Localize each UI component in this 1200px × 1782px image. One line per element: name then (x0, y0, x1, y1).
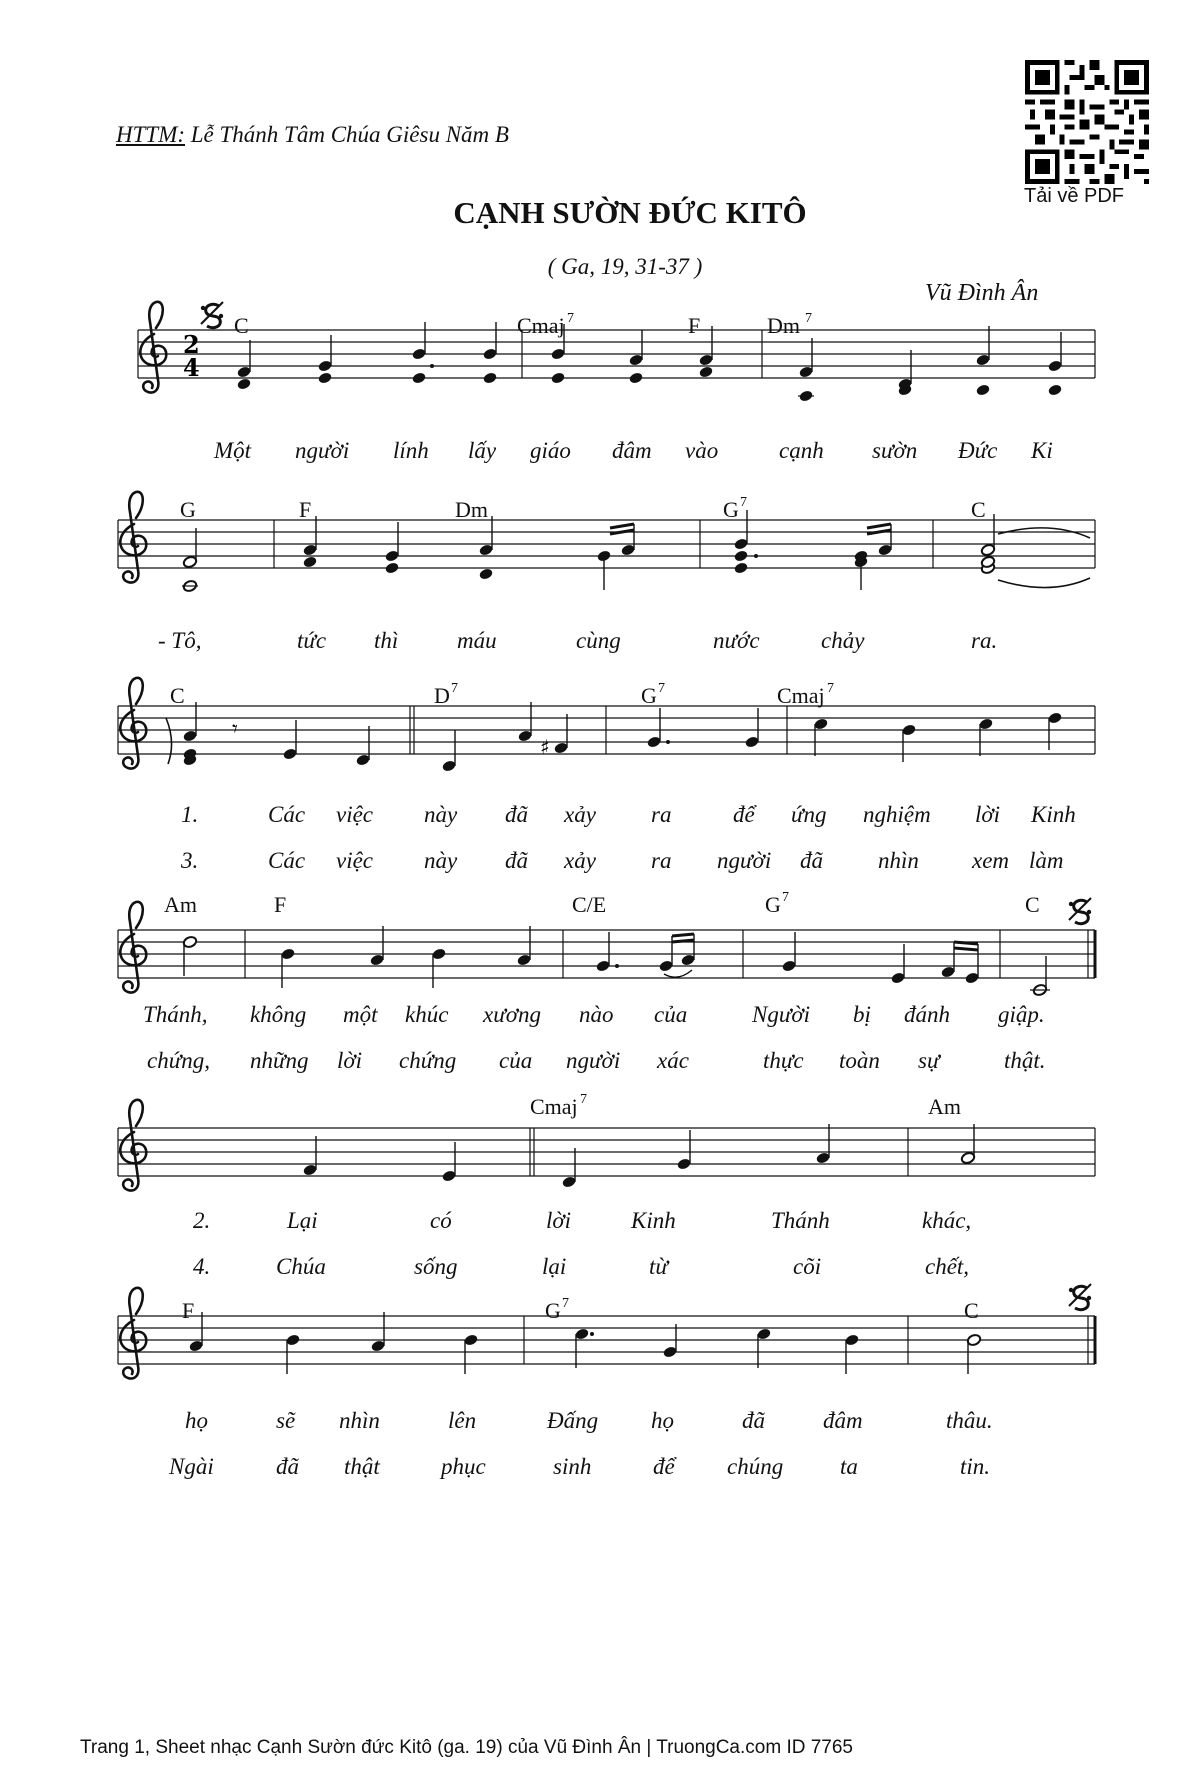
chord-f: F (299, 497, 312, 522)
chord-ext: 7 (451, 681, 458, 696)
lyric-syllable: máu (457, 628, 497, 653)
lyric-syllable: - Tô, (158, 628, 202, 653)
lyric-syllable: sinh (553, 1454, 592, 1479)
lyric-syllable: Đức (958, 438, 998, 463)
lyric-syllable: cạnh (779, 438, 824, 463)
staff-system-3 (118, 678, 1095, 773)
lyric-syllable: này (424, 848, 458, 873)
lyric-syllable: xảy (564, 802, 596, 827)
lyric-syllable: thật. (1004, 1048, 1046, 1073)
lyric-syllable: lấy (468, 438, 497, 463)
lyric-syllable: thật (344, 1454, 380, 1479)
chord-cmaj7: Cmaj (530, 1094, 578, 1119)
lyric-syllable: cõi (793, 1254, 822, 1279)
lyric-syllable: của (499, 1048, 533, 1073)
lyric-syllable: giập. (998, 1002, 1045, 1027)
svg-text:2: 2 (183, 330, 200, 359)
chord-ext: 7 (562, 1296, 569, 1311)
lyric-syllable: giáo (530, 438, 571, 463)
lyric-syllable: phục (441, 1454, 486, 1479)
lyric-syllable: sự (918, 1048, 940, 1073)
lyric-syllable: tức (297, 628, 327, 653)
lyric-syllable: đã (505, 802, 528, 827)
lyric-syllable: từ (649, 1254, 668, 1279)
chord-ext: 7 (827, 681, 834, 696)
chord-am: Am (164, 892, 197, 917)
lyric-syllable: nghiệm (863, 802, 931, 827)
svg-text:𝄾: 𝄾 (232, 717, 238, 742)
lyric-syllable: Ki (1031, 438, 1053, 463)
lyric-syllable: nhìn (878, 848, 919, 873)
occasion-text: Lễ Thánh Tâm Chúa Giêsu Năm B (190, 122, 509, 147)
lyric-syllable: xác (657, 1048, 689, 1073)
chord-c: C (1025, 892, 1040, 917)
occasion-label: HTTM: (116, 122, 186, 147)
lyric-syllable: 4. (193, 1254, 211, 1279)
chord-cmaj7: Cmaj (517, 313, 565, 338)
chord-cmaj7: Cmaj (777, 683, 825, 708)
chord-f: F (688, 313, 701, 338)
lyric-syllable: đã (800, 848, 823, 873)
lyric-syllable: việc (336, 848, 374, 873)
lyric-syllable: thâu. (946, 1408, 993, 1433)
song-title: CẠNH SƯỜN ĐỨC KITÔ (453, 195, 807, 230)
lyric-syllable: lên (448, 1408, 477, 1433)
lyrics-system-4 (143, 1002, 1046, 1073)
lyric-syllable: Lại (287, 1208, 318, 1233)
lyric-syllable: Thánh, (143, 1002, 208, 1027)
svg-text:4: 4 (183, 353, 200, 382)
lyric-syllable: đã (505, 848, 528, 873)
lyric-syllable: Kinh (631, 1208, 676, 1233)
chord-g: G (180, 497, 196, 522)
lyric-syllable: đã (742, 1408, 765, 1433)
svg-text:♯: ♯ (540, 735, 550, 759)
chord-g7: G (765, 892, 781, 917)
lyric-syllable: thì (374, 628, 399, 653)
lyric-syllable: xảy (564, 848, 596, 873)
chord-g7: G (723, 497, 739, 522)
lyric-syllable: chết, (925, 1254, 970, 1279)
scripture-reference: ( Ga, 19, 31-37 ) (547, 254, 703, 279)
lyric-syllable: lời (546, 1208, 572, 1233)
chord-ext: 7 (567, 311, 574, 326)
lyric-syllable: Một (214, 438, 252, 463)
staff-system-2 (118, 492, 1095, 593)
lyric-syllable: đã (276, 1454, 299, 1479)
lyric-syllable: vào (685, 438, 719, 463)
lyric-syllable: đánh (904, 1002, 950, 1027)
chord-g7: G (545, 1298, 561, 1323)
lyric-syllable: ra. (971, 628, 998, 653)
lyric-syllable: cùng (576, 628, 621, 653)
lyric-syllable: có (430, 1208, 452, 1233)
lyric-syllable: họ (651, 1408, 674, 1433)
lyric-syllable: 2. (193, 1208, 211, 1233)
chord-g7: G (641, 683, 657, 708)
staff-system-4 (118, 898, 1095, 997)
lyric-syllable: Các (268, 802, 306, 827)
chord-dm7: Dm (767, 313, 800, 338)
lyric-syllable: chúng (727, 1454, 784, 1479)
lyric-syllable: lời (337, 1048, 363, 1073)
chord-c: C (964, 1298, 979, 1323)
lyric-syllable: người (717, 848, 772, 873)
lyric-syllable: Thánh (771, 1208, 830, 1233)
lyrics-system-2 (158, 628, 997, 653)
lyric-syllable: 3. (181, 848, 199, 873)
lyric-syllable: Các (268, 848, 306, 873)
lyric-syllable: xương (483, 1002, 542, 1027)
lyric-syllable: chứng (399, 1048, 457, 1073)
lyric-syllable: Kinh (1031, 802, 1076, 827)
staff-system-1 (138, 302, 1095, 403)
lyric-syllable: họ (185, 1408, 208, 1433)
lyrics-system-3 (180, 802, 1076, 873)
lyric-syllable: ra (651, 848, 672, 873)
lyric-syllable: thực (763, 1048, 804, 1073)
lyric-syllable: nhìn (339, 1408, 380, 1433)
lyric-syllable: việc (336, 802, 374, 827)
lyric-syllable: ta (840, 1454, 858, 1479)
lyric-syllable: bị (853, 1002, 871, 1027)
lyric-syllable: của (654, 1002, 688, 1027)
chord-ext: 7 (740, 495, 747, 510)
chord-c-over-e: C/E (572, 892, 607, 917)
lyrics-system-6 (168, 1408, 993, 1479)
lyric-syllable: người (566, 1048, 621, 1073)
lyric-syllable: lại (542, 1254, 567, 1279)
lyric-syllable: 1. (181, 802, 199, 827)
lyric-syllable: chứng, (147, 1048, 211, 1073)
lyric-syllable: Đấng (547, 1408, 599, 1433)
lyric-syllable: để (653, 1454, 675, 1479)
lyric-syllable: ứng (791, 802, 827, 827)
lyrics-system-1 (213, 438, 1053, 463)
lyric-syllable: lời (975, 802, 1001, 827)
staff-system-6 (118, 1284, 1095, 1379)
lyric-syllable: lính (393, 438, 429, 463)
lyrics-system-5 (193, 1208, 971, 1279)
lyric-syllable: Ngài (169, 1454, 214, 1479)
lyric-syllable: sống (414, 1254, 458, 1279)
lyric-syllable: một (343, 1002, 378, 1027)
lyric-syllable: toàn (839, 1048, 880, 1073)
lyric-syllable: ra (651, 802, 672, 827)
lyric-syllable: khác, (922, 1208, 972, 1233)
chord-f: F (274, 892, 287, 917)
lyric-syllable: không (250, 1002, 307, 1027)
chord-am: Am (928, 1094, 961, 1119)
download-pdf-link[interactable]: Tải về PDF (1024, 185, 1125, 207)
lyric-syllable: xem (972, 848, 1010, 873)
composer-name: Vũ Đình Ân (925, 280, 1039, 306)
lyric-syllable: Người (752, 1002, 811, 1027)
lyric-syllable: khúc (405, 1002, 449, 1027)
lyric-syllable: những (250, 1048, 309, 1073)
chord-d7: D (434, 683, 450, 708)
lyric-syllable: Chúa (276, 1254, 326, 1279)
lyric-syllable: tin. (960, 1454, 991, 1479)
notes-system-1 (236, 322, 1062, 403)
chord-c: C (170, 683, 185, 708)
chord-c: C (971, 497, 986, 522)
chord-ext: 7 (658, 681, 665, 696)
chord-ext: 7 (805, 311, 812, 326)
lyric-syllable: chảy (821, 628, 865, 653)
lyric-syllable: người (295, 438, 350, 463)
lyric-syllable: làm (1029, 848, 1064, 873)
chord-f: F (182, 1298, 195, 1323)
chord-dm: Dm (455, 497, 488, 522)
chord-c: C (234, 313, 249, 338)
chord-ext: 7 (782, 890, 789, 905)
lyric-syllable: để (733, 802, 755, 827)
page-footer: Trang 1, Sheet nhạc Cạnh Sườn đức Kitô (ga. 19) của Vũ Đình Ân | TruongCa.com ID 7765 (80, 1737, 853, 1758)
lyric-syllable: đâm (612, 438, 652, 463)
lyric-syllable: nước (713, 628, 760, 653)
chord-ext: 7 (580, 1092, 587, 1107)
lyric-syllable: sườn (872, 438, 918, 463)
lyric-syllable: này (424, 802, 458, 827)
lyric-syllable: nào (579, 1002, 614, 1027)
lyric-syllable: sẽ (276, 1408, 296, 1433)
lyric-syllable: đâm (823, 1408, 863, 1433)
